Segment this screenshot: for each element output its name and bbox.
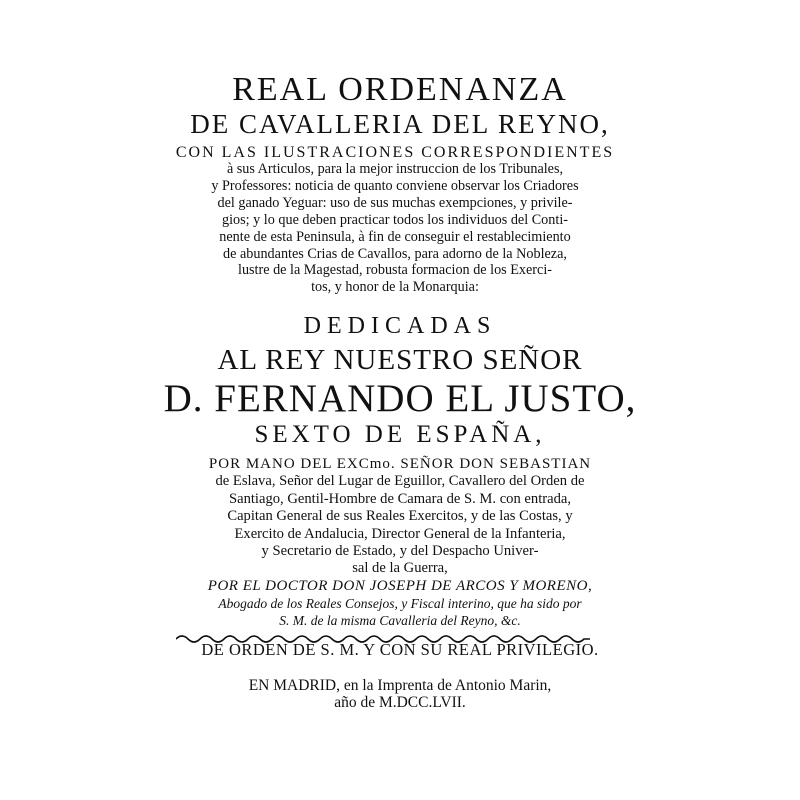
intro-line: à sus Articulos, para la mejor instruccion de los Tribunales, xyxy=(226,161,564,177)
intro-line: y Professores: noticia de quanto conviene observar los Criadores xyxy=(211,177,579,194)
imprint-place: EN MADRID, en la Imprenta de Antonio Marin, xyxy=(248,677,552,694)
intro-line: tos, y honor de la Monarquia: xyxy=(311,279,479,296)
sponsor-line: Santiago, Gentil-Hombre de Camara de S. M. con entrada, xyxy=(228,490,572,507)
intro-line: nente de esta Peninsula, à fin de conseguir el restablecimiento xyxy=(219,228,571,245)
intro-line: del ganado Yeguar: uso de sus muchas exempciones, y privile- xyxy=(217,194,573,211)
sponsor-line: y Secretario de Estado, y del Despacho Univer- xyxy=(261,543,539,560)
author-paragraph xyxy=(160,578,640,629)
dedication-rey: AL REY NUESTRO SEÑOR xyxy=(217,344,583,376)
sponsor-paragraph xyxy=(150,456,650,578)
sponsor-line: Exercito de Andalucia, Director General de la Infanteria, xyxy=(234,525,566,542)
subtitle: DE CAVALLERIA DEL REYNO, xyxy=(190,109,610,139)
dedication-fernando: D. FERNANDO EL JUSTO, xyxy=(163,377,637,420)
author-line: S. M. de la misma Cavalleria del Reyno, &c. xyxy=(279,613,521,628)
intro-paragraph xyxy=(160,144,630,296)
intro-lead: CON LAS ILUSTRACIONES CORRESPONDIENTES xyxy=(175,144,615,161)
dedicadas-heading: DEDICADAS xyxy=(303,313,497,339)
main-title: REAL ORDENANZA xyxy=(232,71,568,108)
author-lead: POR EL DOCTOR DON JOSEPH DE ARCOS Y MORENO, xyxy=(207,578,593,594)
imprint-year: año de M.DCC.LVII. xyxy=(334,694,466,711)
privilege-line: DE ORDEN DE S. M. Y CON SU REAL PRIVILEGIO. xyxy=(201,640,599,659)
sponsor-line: Capitan General de sus Reales Exercitos, y de las Costas, y xyxy=(227,508,573,525)
intro-line: lustre de la Magestad, robusta formacion de los Exerci- xyxy=(238,262,552,279)
sponsor-lead: POR MANO DEL EXCmo. SEÑOR DON SEBASTIAN xyxy=(208,456,592,472)
author-line: Abogado de los Reales Consejos, y Fiscal interino, que ha sido por xyxy=(218,596,582,611)
dedication-sexto: SEXTO DE ESPAÑA, xyxy=(254,421,546,448)
intro-line: de abundantes Crias de Cavallos, para adorno de la Nobleza, xyxy=(223,245,567,262)
imprint xyxy=(190,677,610,711)
sponsor-line: sal de la Guerra, xyxy=(352,560,448,577)
intro-line: gios; y lo que deben practicar todos los individuos del Conti- xyxy=(222,211,568,228)
sponsor-line: de Eslava, Señor del Lugar de Eguillor, Cavallero del Orden de xyxy=(215,473,585,490)
